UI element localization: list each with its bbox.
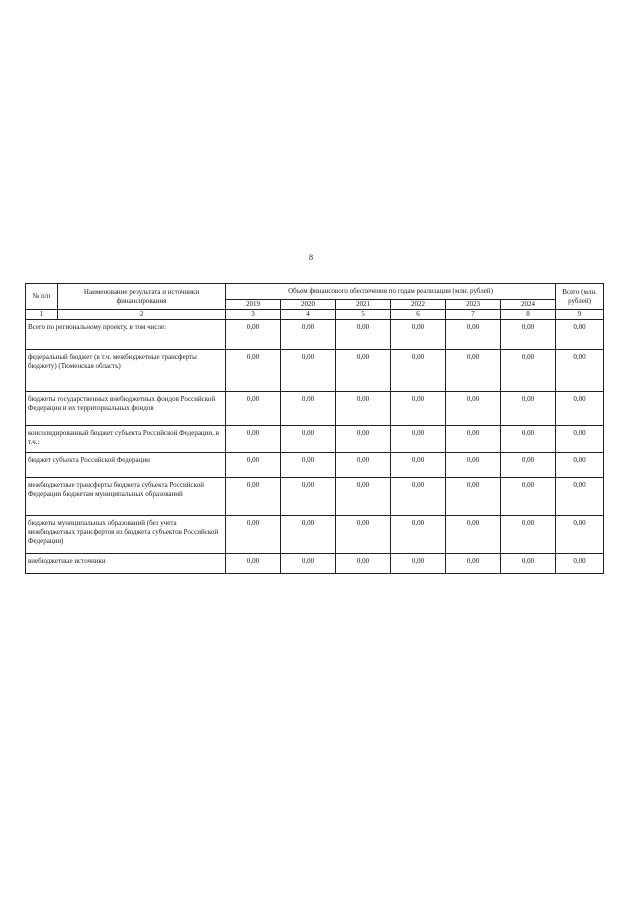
value-cell: 0,00 — [501, 554, 556, 574]
row-label: бюджет субъекта Российской Федерации — [26, 453, 226, 478]
value-cell: 0,00 — [391, 320, 446, 350]
value-cell: 0,00 — [501, 320, 556, 350]
year-cell: 2019 — [226, 300, 281, 310]
row-label: бюджеты государственных внебюджетных фондов Российской Федерации и их территориальных фондов — [26, 392, 226, 426]
year-cell: 2020 — [281, 300, 336, 310]
value-cell: 0,00 — [501, 478, 556, 516]
value-cell: 0,00 — [556, 516, 604, 554]
table-row — [26, 320, 604, 350]
table-row — [26, 392, 604, 426]
value-cell: 0,00 — [556, 554, 604, 574]
value-cell: 0,00 — [556, 453, 604, 478]
value-cell: 0,00 — [226, 453, 281, 478]
header-num: № п/п — [26, 284, 58, 310]
column-number-row — [26, 310, 604, 320]
financing-table — [25, 283, 604, 574]
table-row — [26, 478, 604, 516]
table-row — [26, 350, 604, 392]
value-cell: 0,00 — [226, 426, 281, 453]
value-cell: 0,00 — [281, 392, 336, 426]
value-cell: 0,00 — [226, 350, 281, 392]
value-cell: 0,00 — [226, 478, 281, 516]
value-cell: 0,00 — [336, 350, 391, 392]
table-row — [26, 453, 604, 478]
value-cell: 0,00 — [226, 516, 281, 554]
value-cell: 0,00 — [281, 554, 336, 574]
row-label: Всего по региональному проекту, в том числе: — [26, 320, 226, 350]
header-total: Всего (млн. рублей) — [556, 284, 604, 310]
row-label: федеральный бюджет (в т.ч. межбюджетные трансферты бюджету) (Тюменская область) — [26, 350, 226, 392]
year-cell: 2021 — [336, 300, 391, 310]
table-row — [26, 426, 604, 453]
value-cell: 0,00 — [446, 392, 501, 426]
value-cell: 0,00 — [391, 426, 446, 453]
header-volume: Объем финансового обеспечения по годам реализации (млн. рублей) — [226, 284, 556, 300]
value-cell: 0,00 — [391, 392, 446, 426]
value-cell: 0,00 — [336, 392, 391, 426]
column-number-cell: 3 — [226, 310, 281, 320]
column-number-cell: 1 — [26, 310, 58, 320]
value-cell: 0,00 — [501, 453, 556, 478]
value-cell: 0,00 — [446, 320, 501, 350]
year-cell: 2024 — [501, 300, 556, 310]
row-label: межбюджетные трансферты бюджета субъекта Российской Федерации бюджетам муниципальных образований — [26, 478, 226, 516]
value-cell: 0,00 — [446, 453, 501, 478]
value-cell: 0,00 — [336, 478, 391, 516]
row-label: консолидированный бюджет субъекта Российской Федерации, в т.ч.: — [26, 426, 226, 453]
column-number-cell: 8 — [501, 310, 556, 320]
value-cell: 0,00 — [556, 392, 604, 426]
value-cell: 0,00 — [556, 478, 604, 516]
value-cell: 0,00 — [391, 350, 446, 392]
value-cell: 0,00 — [281, 516, 336, 554]
value-cell: 0,00 — [556, 350, 604, 392]
column-number-cell: 7 — [446, 310, 501, 320]
value-cell: 0,00 — [501, 392, 556, 426]
value-cell: 0,00 — [391, 453, 446, 478]
value-cell: 0,00 — [336, 426, 391, 453]
value-cell: 0,00 — [556, 426, 604, 453]
value-cell: 0,00 — [391, 516, 446, 554]
column-number-cell: 9 — [556, 310, 604, 320]
value-cell: 0,00 — [281, 320, 336, 350]
value-cell: 0,00 — [281, 478, 336, 516]
value-cell: 0,00 — [391, 554, 446, 574]
page-number: 8 — [309, 253, 313, 262]
value-cell: 0,00 — [501, 426, 556, 453]
year-cell: 2023 — [446, 300, 501, 310]
value-cell: 0,00 — [391, 478, 446, 516]
value-cell: 0,00 — [336, 453, 391, 478]
value-cell: 0,00 — [281, 350, 336, 392]
value-cell: 0,00 — [336, 516, 391, 554]
value-cell: 0,00 — [281, 453, 336, 478]
value-cell: 0,00 — [336, 320, 391, 350]
table-row — [26, 516, 604, 554]
row-label: бюджеты муниципальных образований (без учета межбюджетных трансфертов из бюджета субъектов Российской Федерации) — [26, 516, 226, 554]
header-name: Наименование результата и источники финансирования — [58, 284, 226, 310]
value-cell: 0,00 — [501, 350, 556, 392]
value-cell: 0,00 — [446, 478, 501, 516]
column-number-cell: 4 — [281, 310, 336, 320]
column-number-cell: 2 — [58, 310, 226, 320]
value-cell: 0,00 — [336, 554, 391, 574]
value-cell: 0,00 — [446, 554, 501, 574]
table-row — [26, 554, 604, 574]
value-cell: 0,00 — [556, 320, 604, 350]
value-cell: 0,00 — [446, 350, 501, 392]
value-cell: 0,00 — [226, 320, 281, 350]
value-cell: 0,00 — [446, 516, 501, 554]
column-number-cell: 6 — [391, 310, 446, 320]
value-cell: 0,00 — [281, 426, 336, 453]
table-body — [26, 320, 604, 574]
year-cell: 2022 — [391, 300, 446, 310]
value-cell: 0,00 — [226, 392, 281, 426]
value-cell: 0,00 — [446, 426, 501, 453]
column-number-cell: 5 — [336, 310, 391, 320]
value-cell: 0,00 — [501, 516, 556, 554]
value-cell: 0,00 — [226, 554, 281, 574]
row-label: внебюджетные источники — [26, 554, 226, 574]
